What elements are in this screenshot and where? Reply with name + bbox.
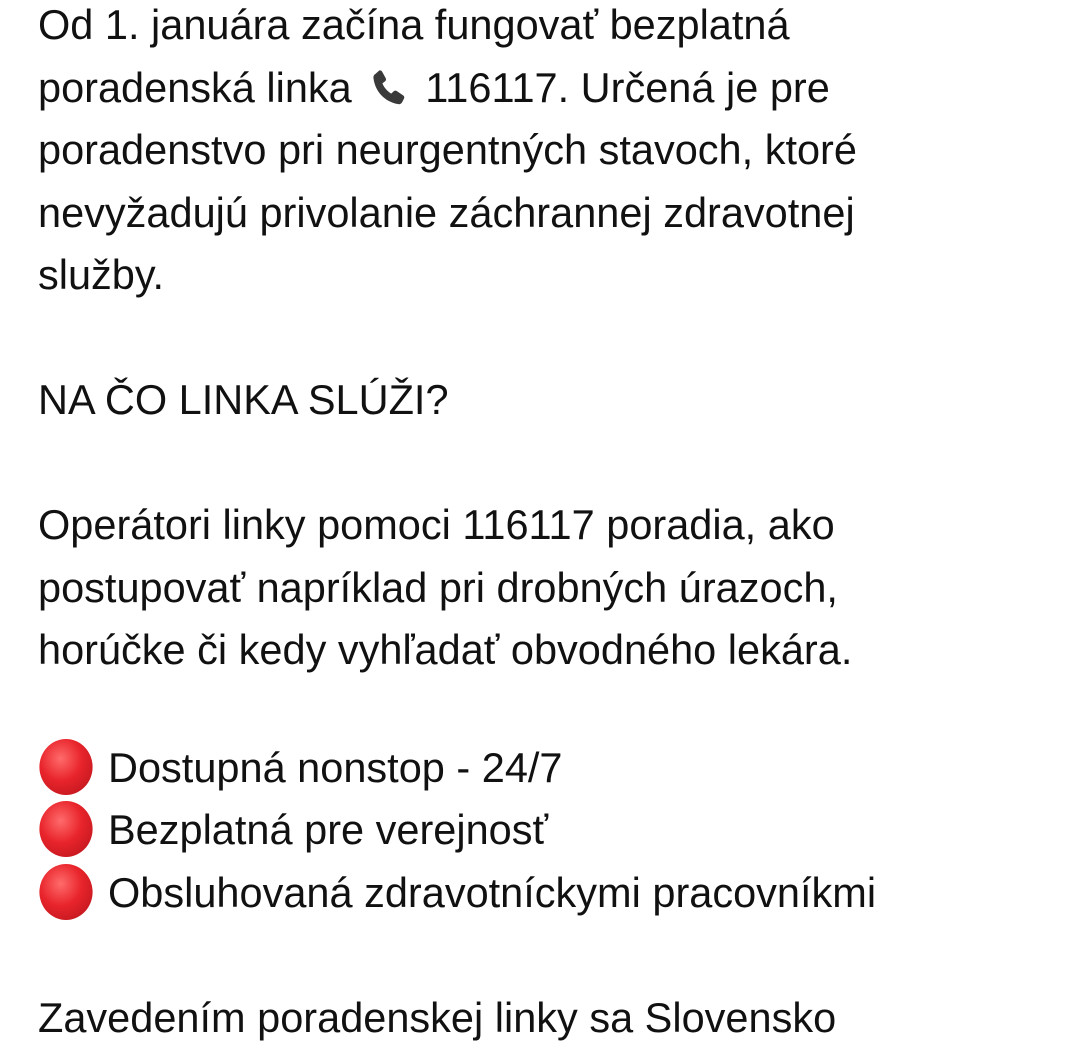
section-heading: NA ČO LINKA SLÚŽI? [38,369,1080,432]
paragraph-line: postupovať napríklad pri drobných úrazoch, [38,557,1080,620]
paragraph-line: horúčke či kedy vyhľadať obvodného lekára. [38,619,1080,682]
intro-text: 116117. Určená je pre [425,64,830,111]
bullet-text: Dostupná nonstop - 24/7 [108,744,563,791]
paragraph-line: Operátori linky pomoci 116117 poradia, ako [38,494,1080,557]
intro-line: nevyžadujú privolanie záchrannej zdravotnej [38,182,1080,245]
red-circle-icon [39,801,92,857]
intro-text: poradenská linka [38,64,352,111]
intro-line: služby. [38,244,1080,307]
intro-line: Od 1. januára začína fungovať bezplatná [38,0,1080,57]
post-text [38,0,1080,1049]
red-circle-icon [39,739,92,795]
red-circle-icon [39,864,92,920]
bullet-item [38,737,1080,800]
bullet-item [38,799,1080,862]
bullet-text: Obsluhovaná zdravotníckymi pracovníkmi [108,869,876,916]
telephone-receiver-icon [367,65,411,109]
intro-line [38,57,1080,120]
bullet-text: Bezplatná pre verejnosť [108,806,548,853]
closing-line: Zavedením poradenskej linky sa Slovensko [38,987,1080,1049]
intro-line: poradenstvo pri neurgentných stavoch, ktoré [38,119,1080,182]
bullet-item [38,862,1080,925]
